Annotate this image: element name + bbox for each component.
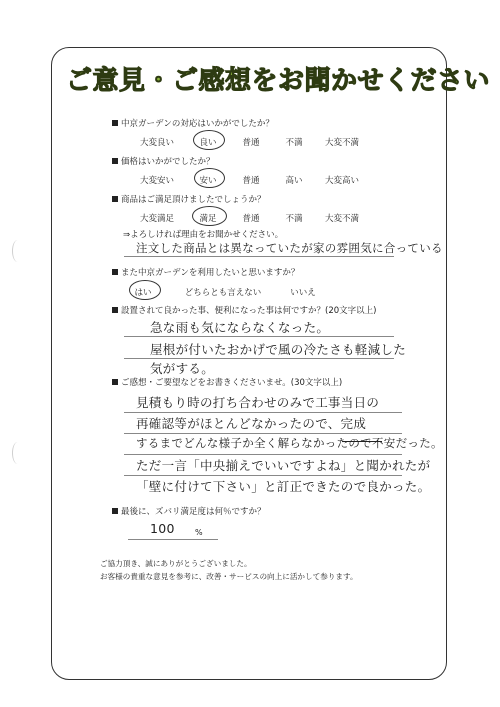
footer-message: お客様の貴重な意見を参考に、改善・サービスの向上に活かして参ります。 bbox=[100, 572, 358, 581]
q1-option[interactable]: 不満 bbox=[285, 138, 303, 148]
satisfaction-line bbox=[128, 539, 218, 540]
q3-option-selected[interactable]: 満足 bbox=[199, 214, 217, 224]
q2-option[interactable]: 普通 bbox=[242, 176, 260, 186]
title-banner bbox=[58, 56, 491, 108]
q3-option[interactable]: 大変不満 bbox=[324, 214, 360, 224]
q2-option[interactable]: 大変高い bbox=[324, 176, 360, 186]
q6-answer-line[interactable]: 見積もり時の打ち合わせのみで工事当日の bbox=[136, 395, 380, 410]
q1-label: 中京ガーデンの対応はいかがでしたか？ bbox=[112, 117, 274, 129]
q5-label: 設置されて良かった事、便利になった事は何ですか？(20文字以上) bbox=[112, 304, 376, 316]
q1-selection-circle bbox=[193, 130, 225, 150]
answer-line bbox=[124, 336, 394, 337]
q3-reason-prompt: ⇒よろしければ理由をお聞かせください。 bbox=[123, 230, 284, 240]
q1-option[interactable]: 大変良い bbox=[139, 138, 175, 148]
q3-label: 商品はご満足頂けましたでしょうか？ bbox=[112, 193, 266, 205]
q1-option[interactable]: 普通 bbox=[242, 138, 260, 148]
q2-label: 価格はいかがでしたか？ bbox=[112, 155, 215, 167]
q6-answer-line[interactable]: するまでどんな様子か全く解らなかったので不安だった。 bbox=[136, 436, 443, 450]
q2-option[interactable]: 高い bbox=[285, 176, 303, 186]
page-title: ご意見・ご感想をお聞かせください bbox=[66, 66, 491, 96]
q6-answer-line[interactable]: 再確認等がほとんどなかったので、完成 bbox=[136, 416, 367, 431]
answer-line bbox=[124, 475, 402, 476]
answer-line bbox=[124, 433, 402, 434]
q2-option-selected[interactable]: 安い bbox=[199, 176, 217, 186]
q1-option-selected[interactable]: 良い bbox=[199, 138, 217, 148]
q3-option[interactable]: 大変満足 bbox=[139, 214, 175, 224]
punch-hole-mark bbox=[12, 240, 23, 262]
q5-answer-line[interactable]: 屋根が付いたおかげで風の冷たさも軽減した bbox=[150, 342, 407, 357]
satisfaction-value[interactable]: 100 bbox=[150, 521, 175, 536]
q4-option-selected[interactable]: はい bbox=[134, 288, 152, 298]
answer-line bbox=[124, 256, 394, 257]
q4-selection-circle bbox=[129, 280, 161, 300]
q3-reason-answer[interactable]: 注文した商品とは異なっていたが家の雰囲気に合っている bbox=[136, 241, 443, 255]
q5-answer-line[interactable]: 急な雨も気にならなくなった。 bbox=[150, 320, 330, 335]
q1-option[interactable]: 大変不満 bbox=[324, 138, 360, 148]
q4-option[interactable]: いいえ bbox=[290, 288, 316, 298]
q4-label: また中京ガーデンを利用したいと思いますか？ bbox=[112, 266, 299, 278]
q7-label: 最後に、ズバリ満足度は何％ですか？ bbox=[112, 505, 266, 517]
footer-thanks: ご協力頂き、誠にありがとうございました。 bbox=[100, 559, 252, 568]
q5-answer-line[interactable]: 気がする。 bbox=[150, 361, 215, 376]
percent-unit: % bbox=[195, 528, 203, 537]
q6-label: ご感想・ご要望などをお書きくださいませ。(30文字以上) bbox=[112, 376, 342, 388]
q3-option[interactable]: 普通 bbox=[242, 214, 260, 224]
q2-selection-circle bbox=[194, 168, 225, 188]
q6-answer-line[interactable]: 「壁に付けて下さい」と訂正できたので良かった。 bbox=[136, 479, 431, 494]
q4-option[interactable]: どちらとも言えない bbox=[184, 288, 262, 298]
punch-hole-mark bbox=[12, 442, 23, 464]
answer-line bbox=[124, 454, 402, 455]
strikethrough-correction bbox=[342, 441, 382, 442]
q2-option[interactable]: 大変安い bbox=[139, 176, 175, 186]
answer-line bbox=[124, 412, 402, 413]
q6-answer-line[interactable]: ただ一言「中央揃えでいいですよね」と聞かれたが bbox=[136, 458, 431, 473]
q3-selection-circle bbox=[192, 206, 227, 226]
q3-option[interactable]: 不満 bbox=[285, 214, 303, 224]
